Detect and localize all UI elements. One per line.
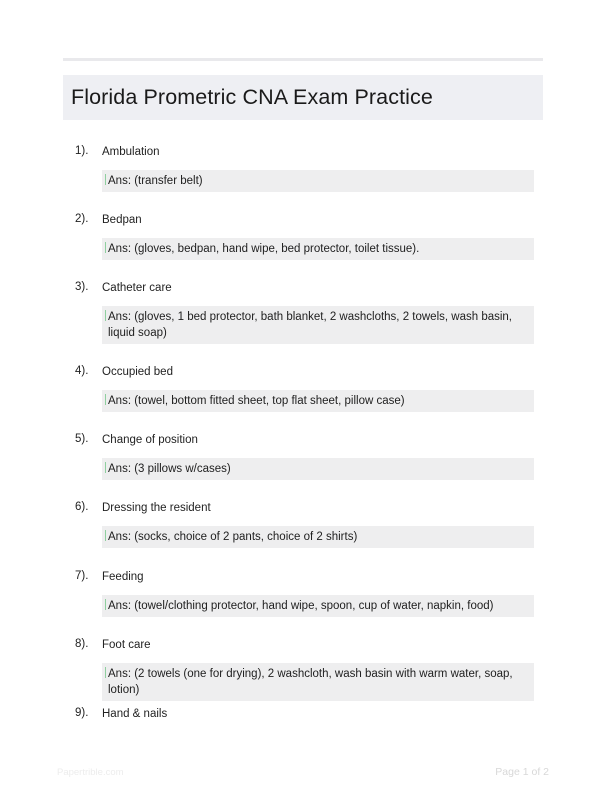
answer-text: Ans: (towel/clothing protector, hand wipe, spoon, cup of water, napkin, food) bbox=[108, 600, 494, 612]
answer-text: Ans: (3 pillows w/cases) bbox=[108, 463, 231, 475]
answer-box bbox=[102, 390, 534, 412]
question-text: Ambulation bbox=[102, 146, 160, 158]
top-divider bbox=[63, 58, 543, 61]
answer-text: Ans: (gloves, 1 bed protector, bath blanket, 2 washcloths, 2 towels, wash basin, liquid soap) bbox=[108, 311, 513, 339]
answer-box bbox=[102, 238, 534, 260]
answer-marker bbox=[105, 462, 106, 473]
question-number: 2). bbox=[75, 213, 89, 225]
question-text: Change of position bbox=[102, 434, 198, 446]
title-banner bbox=[63, 75, 543, 120]
footer-site-watermark: Papertrible.com bbox=[57, 767, 124, 778]
answer-marker bbox=[105, 242, 106, 253]
answer-marker bbox=[105, 310, 106, 321]
answer-marker bbox=[105, 667, 106, 678]
answer-text: Ans: (2 towels (one for drying), 2 washcloth, wash basin with warm water, soap, lotion) bbox=[108, 668, 513, 696]
answer-marker bbox=[105, 530, 106, 541]
answer-box bbox=[102, 663, 534, 701]
answer-text: Ans: (socks, choice of 2 pants, choice of 2 shirts) bbox=[108, 531, 358, 543]
question-text: Occupied bed bbox=[102, 366, 173, 378]
question-text: Hand & nails bbox=[102, 708, 168, 720]
answer-box bbox=[102, 526, 534, 548]
question-text: Dressing the resident bbox=[102, 502, 211, 514]
answer-box bbox=[102, 170, 534, 192]
question-number: 3). bbox=[75, 281, 89, 293]
question-number: 1). bbox=[75, 145, 89, 157]
answer-box bbox=[102, 458, 534, 480]
answer-marker bbox=[105, 174, 106, 185]
answer-marker bbox=[105, 599, 106, 610]
question-text: Bedpan bbox=[102, 214, 142, 226]
answer-box bbox=[102, 306, 534, 344]
page-title: Florida Prometric CNA Exam Practice bbox=[71, 85, 433, 109]
question-number: 8). bbox=[75, 638, 89, 650]
question-text: Catheter care bbox=[102, 282, 172, 294]
footer-page-number: Page 1 of 2 bbox=[495, 766, 549, 778]
question-number: 6). bbox=[75, 501, 89, 513]
answer-text: Ans: (transfer belt) bbox=[108, 175, 203, 187]
question-text: Foot care bbox=[102, 639, 151, 651]
question-number: 7). bbox=[75, 570, 89, 582]
question-number: 5). bbox=[75, 433, 89, 445]
answer-box bbox=[102, 595, 534, 617]
answer-text: Ans: (gloves, bedpan, hand wipe, bed protector, toilet tissue). bbox=[108, 243, 420, 255]
answer-text: Ans: (towel, bottom fitted sheet, top flat sheet, pillow case) bbox=[108, 395, 405, 407]
question-number: 4). bbox=[75, 365, 89, 377]
answer-marker bbox=[105, 394, 106, 405]
question-number: 9). bbox=[75, 707, 89, 719]
question-text: Feeding bbox=[102, 571, 144, 583]
